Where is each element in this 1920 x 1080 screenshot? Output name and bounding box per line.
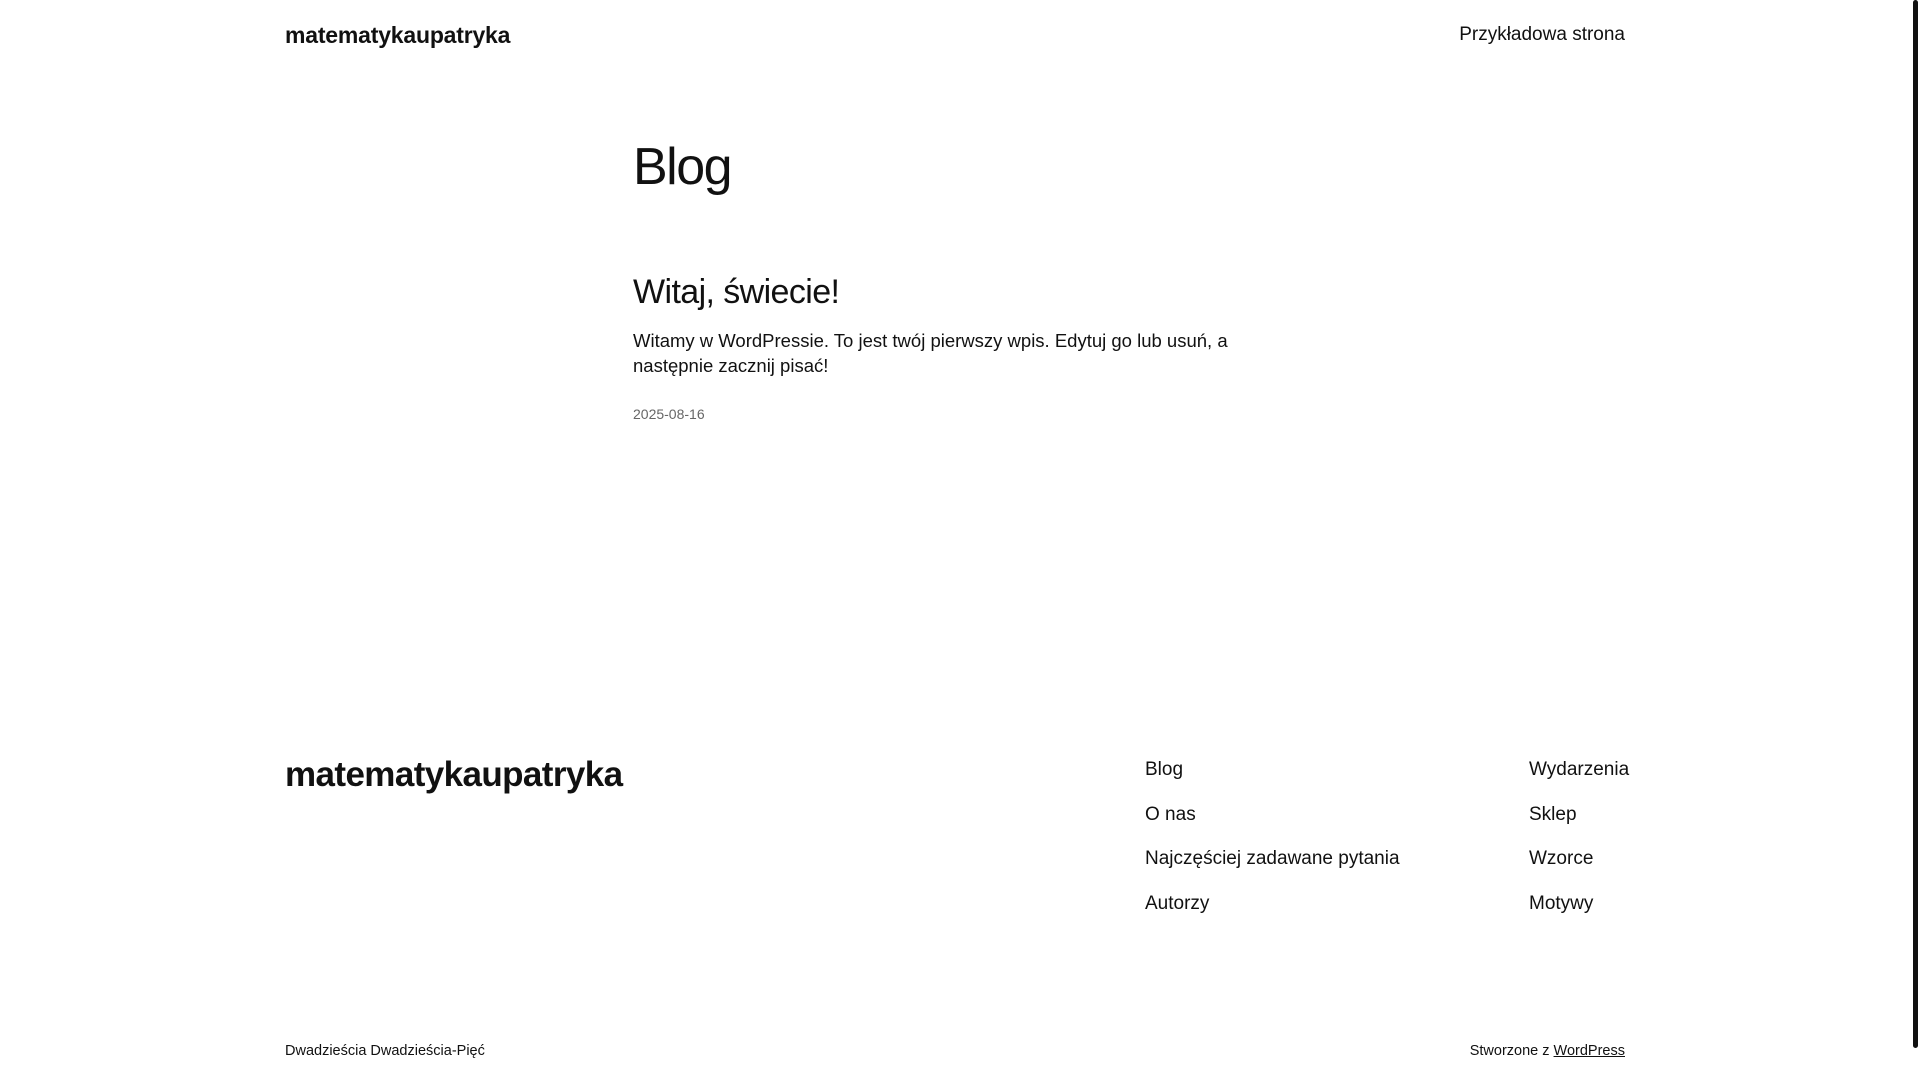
page-title: Blog	[633, 138, 732, 196]
footer-nav-column-2	[1529, 757, 1629, 935]
site-header	[285, 18, 1625, 52]
scrollbar[interactable]	[1910, 0, 1920, 1080]
footer-link-faq[interactable]: Najczęściej zadawane pytania	[1145, 848, 1400, 869]
nav-link-sample-page[interactable]: Przykładowa strona	[1459, 24, 1625, 45]
footer-link-patterns[interactable]: Wzorce	[1529, 848, 1594, 869]
footer-nav-column-1	[1145, 757, 1400, 935]
footer-link-events[interactable]: Wydarzenia	[1529, 759, 1630, 780]
wordpress-link[interactable]: WordPress	[1553, 1043, 1625, 1059]
footer-link-shop[interactable]: Sklep	[1529, 803, 1577, 825]
theme-credit: Dwadzieścia Dwadzieścia-Pięć	[285, 1043, 485, 1059]
post-item	[633, 272, 1273, 422]
main-content	[633, 135, 1273, 422]
powered-by-prefix: Stworzone z	[1469, 1043, 1550, 1059]
scrollbar-thumb[interactable]	[1913, 0, 1918, 1048]
footer-link-blog[interactable]: Blog	[1145, 759, 1184, 780]
header-nav	[1459, 24, 1625, 46]
footer-link-authors[interactable]: Autorzy	[1145, 892, 1210, 914]
post-date-link[interactable]: 2025-08-16	[633, 406, 705, 422]
site-title-link[interactable]: matematykaupatryka	[285, 21, 511, 48]
footer-link-themes[interactable]: Motywy	[1529, 892, 1594, 914]
post-excerpt: Witamy w WordPressie. To jest twój pierwszy wpis. Edytuj go lub usuń, a następnie zacznij pisać!	[633, 330, 1228, 376]
footer-site-title-link[interactable]: matematykaupatryka	[285, 755, 623, 794]
powered-by	[1470, 1043, 1625, 1059]
post-title-link[interactable]: Witaj, świecie!	[633, 273, 840, 311]
footer-bottom	[285, 1043, 1625, 1059]
footer-link-about[interactable]: O nas	[1145, 803, 1196, 825]
